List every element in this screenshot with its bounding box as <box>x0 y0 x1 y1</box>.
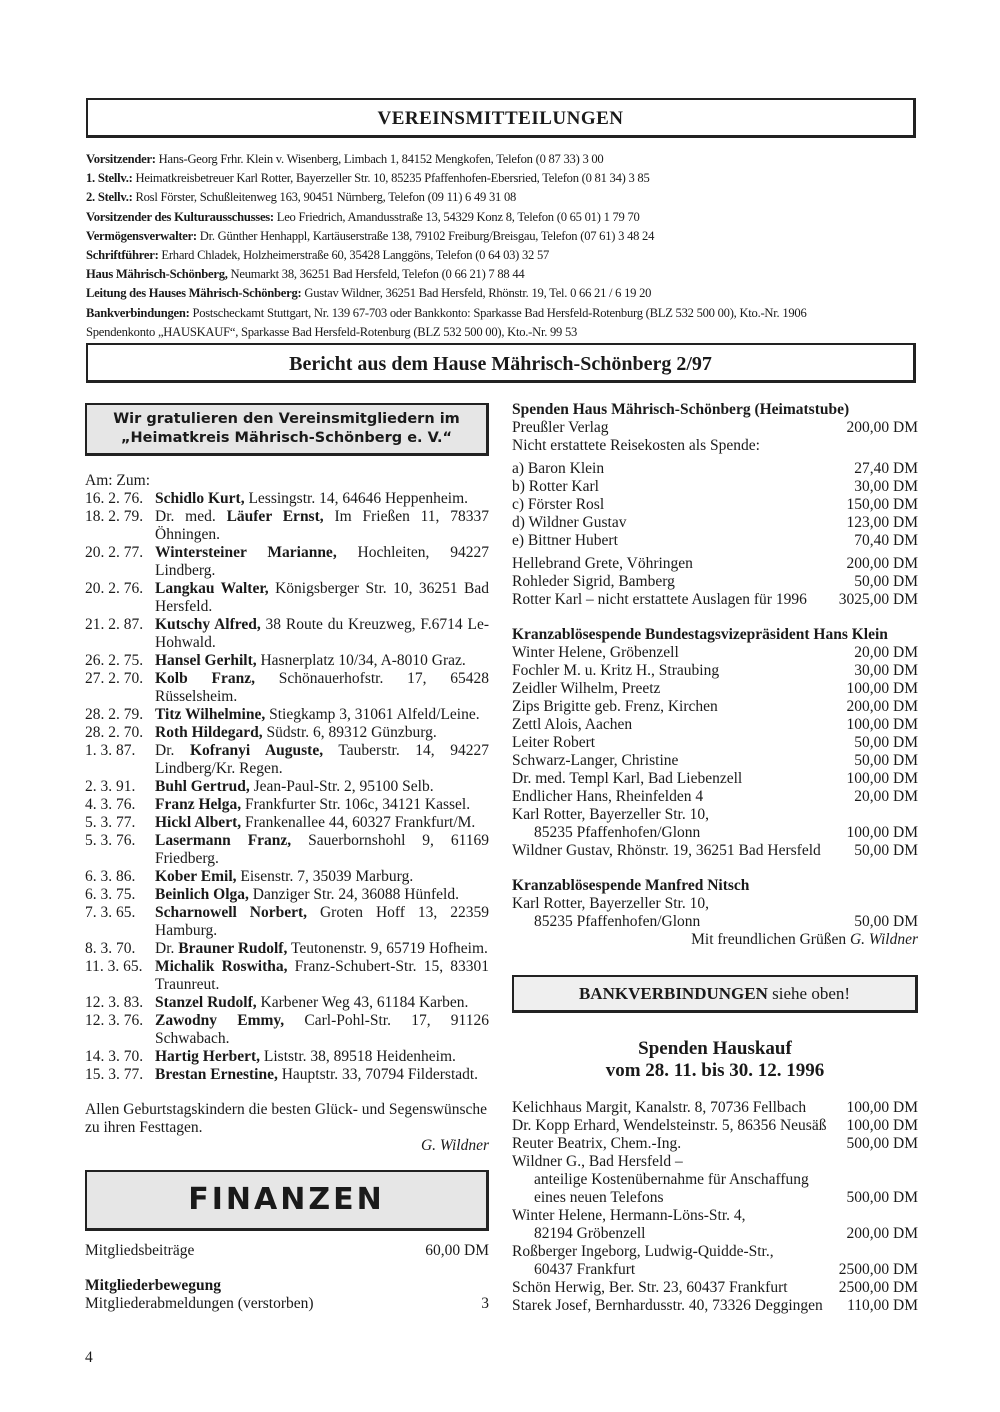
officer-line <box>86 208 926 227</box>
officer-text: Dr. Günther Henhappl, Kartäuserstraße 138, 79102 Freiburg/Breisgau, Telefon (07 61) 3 48 24 <box>196 228 655 243</box>
member-name: Brestan Ernestine, <box>155 1066 278 1083</box>
donation-amount: 200,00 DM <box>846 419 918 436</box>
donation-row <box>512 1189 918 1207</box>
donation-rows <box>512 1099 918 1315</box>
member-name: Hansel Gerhilt, <box>155 652 257 669</box>
officer-label: Vermögensverwalter: <box>86 228 197 243</box>
member-name: Läufer Ernst, <box>226 508 324 525</box>
donation-amount <box>912 1171 918 1189</box>
member-address: Eisenstr. 7, 35039 Marburg. <box>236 868 414 885</box>
greeting-line-2: „Heimatkreis Mährisch-Schönberg e. V.“ <box>120 430 452 446</box>
donation-rows <box>512 644 918 860</box>
left-column <box>85 472 489 1155</box>
donor-label: Karl Rotter, Bayerzeller Str. 10, <box>512 895 709 912</box>
member-name: Kober Emil, <box>155 868 237 885</box>
officer-label: Bankverbindungen: <box>86 305 190 320</box>
birthday-entry <box>85 724 489 742</box>
hauskauf-list <box>512 1099 918 1315</box>
row-label: Mitgliedsbeiträge <box>85 1242 195 1259</box>
member-address: Carl-Pohl-Str. 17, 91126 Schwabach. <box>155 1012 489 1047</box>
donation-row <box>512 478 918 496</box>
officer-line <box>86 284 926 303</box>
donation-row <box>512 1279 918 1297</box>
member-address: Südstr. 6, 89312 Günzburg. <box>262 724 437 741</box>
officer-line <box>86 188 926 207</box>
member-name: Kolb Franz, <box>155 670 255 687</box>
birthday-entry <box>85 994 489 1012</box>
donation-row <box>512 1297 918 1315</box>
donation-row <box>512 770 918 788</box>
donation-row <box>512 913 918 931</box>
member-name: Titz Wilhelmine, <box>155 706 266 723</box>
birthday-date: 12. 3. 83. <box>85 994 144 1011</box>
birthday-entry <box>85 1012 489 1048</box>
member-address: Frankenallee 44, 60327 Frankfurt/M. <box>241 814 476 831</box>
birthday-list <box>85 490 489 1084</box>
donor-label: Rotter Karl – nicht erstattete Auslagen für 1996 <box>512 591 807 608</box>
donor-label: Winter Helene, Hermann-Löns-Str. 4, <box>512 1207 746 1224</box>
name-prefix: Dr. <box>155 742 190 759</box>
name-prefix: Dr. <box>155 940 179 957</box>
birthday-date: 20. 2. 77. <box>85 544 144 561</box>
donation-row <box>512 1171 918 1189</box>
officer-label: 2. Stellv.: <box>86 190 133 205</box>
donation-row <box>512 895 918 913</box>
birthday-date: 12. 3. 76. <box>85 1012 144 1029</box>
birthday-entry <box>85 814 489 832</box>
member-name: Scharnowell Norbert, <box>155 904 308 921</box>
donor-label: Schwarz-Langer, Christine <box>512 752 679 769</box>
birthday-text <box>155 616 489 652</box>
donation-row <box>512 1243 918 1261</box>
officer-label: Vorsitzender: <box>86 152 156 166</box>
officer-text: Postscheckamt Stuttgart, Nr. 139 67-703 oder Bankkonto: Sparkasse Bad Hersfeld-Rotenburg (BLZ 532 500 00), Kto.-Nr. 1906 <box>189 305 807 320</box>
birthday-text <box>155 1066 489 1084</box>
officer-line <box>86 246 926 265</box>
birthday-entry <box>85 904 489 940</box>
member-address: Liststr. 38, 89518 Heidenheim. <box>260 1048 456 1065</box>
officer-label: Schriftführer: <box>86 248 159 263</box>
member-name: Langkau Walter, <box>155 580 269 597</box>
birthday-text <box>155 544 489 580</box>
donation-row <box>512 1207 918 1225</box>
officer-label: Haus Mährisch-Schönberg, <box>86 267 228 282</box>
birthday-entry <box>85 652 489 670</box>
birthday-entry <box>85 670 489 706</box>
bank-label: BANKVERBINDUNGEN <box>578 984 768 1003</box>
donor-label: Leiter Robert <box>512 734 596 751</box>
officer-line <box>86 265 926 284</box>
donation-row <box>512 514 918 532</box>
officer-line <box>86 227 926 246</box>
officer-label: 1. Stellv.: <box>86 171 133 186</box>
section-header-bericht: Bericht aus dem Hause Mährisch-Schönberg 2/97 <box>86 343 916 383</box>
birthday-text <box>155 490 489 508</box>
donor-label: Roßberger Ingeborg, Ludwig-Quidde-Str., <box>512 1243 774 1260</box>
donation-amount: 150,00 DM <box>846 496 918 513</box>
member-name: Franz Helga, <box>155 796 242 813</box>
officer-text: Spendenkonto „HAUSKAUF“, Sparkasse Bad Hersfeld-Rotenburg (BLZ 532 500 00), Kto.-Nr. 99 53 <box>86 324 578 339</box>
donation-row <box>512 437 918 455</box>
member-name: Kutschy Alfred, <box>155 616 261 633</box>
donor-label: 85235 Pfaffenhofen/Glonn <box>534 913 701 930</box>
donation-row <box>512 734 918 752</box>
birthday-entry <box>85 832 489 868</box>
donation-row <box>512 644 918 662</box>
donation-row <box>512 532 918 550</box>
bank-rest: siehe oben! <box>767 984 851 1003</box>
birthday-date: 6. 3. 75. <box>85 886 136 903</box>
donation-amount: 50,00 DM <box>854 573 918 590</box>
kranz-signature-line <box>512 931 918 949</box>
donation-amount <box>912 1207 918 1225</box>
greeting-box <box>85 403 489 456</box>
donation-row <box>512 806 918 824</box>
birthday-entry <box>85 868 489 886</box>
donor-label: d) Wildner Gustav <box>512 514 627 531</box>
right-column <box>512 401 918 949</box>
greeting-text: Mit freundlichen Grüßen <box>691 931 847 948</box>
finance-row <box>85 1295 489 1313</box>
donor-label: b) Rotter Karl <box>512 478 599 495</box>
hauskauf-title-line1: Spenden Hauskauf <box>638 1038 792 1059</box>
birthday-text <box>155 868 489 886</box>
donation-row <box>512 680 918 698</box>
donation-rows <box>512 460 918 550</box>
donor-label: a) Baron Klein <box>512 460 605 477</box>
birthday-date: 8. 3. 70. <box>85 940 136 957</box>
donation-amount: 110,00 DM <box>847 1297 918 1314</box>
donation-row <box>512 591 918 609</box>
donation-amount: 20,00 DM <box>854 788 918 805</box>
donation-amount: 50,00 DM <box>854 842 918 859</box>
birthday-date: 11. 3. 65. <box>85 958 143 975</box>
officer-line <box>86 150 926 169</box>
member-name: Lasermann Franz, <box>155 832 292 849</box>
member-address: 38 Route du Kreuzweg, F.6714 Le-Hohwald. <box>155 616 490 651</box>
finanzen-section <box>85 1242 489 1313</box>
donor-label: Dr. med. Templ Karl, Bad Liebenzell <box>512 770 743 787</box>
birthday-text <box>155 508 489 544</box>
birthday-text <box>155 742 489 778</box>
donation-amount: 50,00 DM <box>854 734 918 751</box>
donation-amount: 200,00 DM <box>846 698 918 715</box>
birthday-entry <box>85 796 489 814</box>
member-address: Hauptstr. 33, 70794 Filderstadt. <box>277 1066 479 1083</box>
donation-row <box>512 1153 918 1171</box>
donation-amount <box>912 437 918 455</box>
donor-label: Zettl Alois, Aachen <box>512 716 633 733</box>
officer-text: Hans-Georg Frhr. Klein v. Wisenberg, Limbach 1, 84152 Mengkofen, Telefon (0 87 33) 3 00 <box>155 152 604 166</box>
donation-amount: 100,00 DM <box>846 1099 918 1116</box>
member-address: Schönauerhofstr. 17, 65428 Rüsselsheim. <box>155 670 489 705</box>
member-address: Königsberger Str. 10, 36251 Bad Hersfeld. <box>155 580 489 615</box>
kranz-nitsch-heading: Kranzablösespende Manfred Nitsch <box>512 877 750 894</box>
member-address: Hochleiten, 94227 Lindberg. <box>155 544 489 579</box>
birthday-text <box>155 994 489 1012</box>
member-address: Groten Hoff 13, 22359 Hamburg. <box>155 904 490 939</box>
donor-label: Nicht erstattete Reisekosten als Spende: <box>512 437 760 454</box>
donor-label: Preußler Verlag <box>512 419 609 436</box>
page-number: 4 <box>85 1349 93 1366</box>
birthdays-header: Am: Zum: <box>85 472 151 489</box>
donation-row <box>512 460 918 478</box>
donation-amount: 30,00 DM <box>854 478 918 495</box>
birthday-text <box>155 814 489 832</box>
birthday-entry <box>85 544 489 580</box>
donation-amount: 2500,00 DM <box>838 1261 918 1278</box>
birthday-text <box>155 580 489 616</box>
birthday-text <box>155 886 489 904</box>
member-name: Michalik Roswitha, <box>155 958 288 975</box>
birthday-entry <box>85 1066 489 1084</box>
donation-row <box>512 555 918 573</box>
birthday-entry <box>85 940 489 958</box>
closing-text: Allen Geburtstagskindern die besten Glück- und Segenswünsche zu ihren Festtagen. <box>85 1101 488 1136</box>
row-value: 3 <box>481 1295 489 1312</box>
donation-amount <box>912 895 918 913</box>
officer-label: Vorsitzender des Kulturausschusses: <box>86 209 274 224</box>
donation-amount: 100,00 DM <box>846 716 918 733</box>
donation-amount <box>912 806 918 824</box>
member-address: Karbener Weg 43, 61184 Karben. <box>256 994 469 1011</box>
donor-label: Endlicher Hans, Rheinfelden 4 <box>512 788 704 805</box>
birthday-date: 18. 2. 79. <box>85 508 144 525</box>
donation-amount: 70,40 DM <box>854 532 918 549</box>
member-name: Wintersteiner Marianne, <box>155 544 337 561</box>
donation-row <box>512 716 918 734</box>
donor-label: Kelichhaus Margit, Kanalstr. 8, 70736 Fellbach <box>512 1099 807 1116</box>
birthday-entry <box>85 616 489 652</box>
member-address: Frankfurter Str. 106c, 34121 Kassel. <box>241 796 471 813</box>
officer-text: Erhard Chladek, Holzheimerstraße 60, 35428 Langgöns, Telefon (0 64 03) 32 57 <box>158 248 550 263</box>
donor-label: Zeidler Wilhelm, Preetz <box>512 680 661 697</box>
birthday-date: 28. 2. 70. <box>85 724 144 741</box>
donor-label: Schön Herwig, Ber. Str. 23, 60437 Frankfurt <box>512 1279 788 1296</box>
birthday-date: 28. 2. 79. <box>85 706 144 723</box>
member-name: Roth Hildegard, <box>155 724 263 741</box>
donation-row <box>512 1135 918 1153</box>
member-name: Schidlo Kurt, <box>155 490 245 507</box>
birthday-text <box>155 670 489 706</box>
donation-amount: 100,00 DM <box>846 1117 918 1134</box>
member-address: Tauberstr. 14, 94227 Lindberg/Kr. Regen. <box>155 742 489 777</box>
officer-line <box>86 304 926 323</box>
donation-row <box>512 573 918 591</box>
donor-label: Winter Helene, Gröbenzell <box>512 644 679 661</box>
donation-row <box>512 419 918 437</box>
donor-label: 85235 Pfaffenhofen/Glonn <box>534 824 701 841</box>
donation-amount: 500,00 DM <box>846 1189 918 1206</box>
donation-amount: 27,40 DM <box>854 460 918 477</box>
member-address: Jean-Paul-Str. 2, 95100 Selb. <box>249 778 434 795</box>
birthday-entry <box>85 958 489 994</box>
birthday-text <box>155 796 489 814</box>
row-value: 60,00 DM <box>425 1242 489 1259</box>
officer-label: Leitung des Hauses Mährisch-Schönberg: <box>86 286 302 301</box>
birthday-text <box>155 778 489 796</box>
donation-rows <box>512 555 918 609</box>
donation-amount: 30,00 DM <box>854 662 918 679</box>
birthday-entry <box>85 1048 489 1066</box>
birthday-text <box>155 1012 489 1048</box>
member-address: Danziger Str. 24, 36088 Hünfeld. <box>248 886 459 903</box>
donor-label: Dr. Kopp Erhard, Wendelsteinstr. 5, 86356 Neusäß <box>512 1117 827 1134</box>
heimatstube-heading: Spenden Haus Mährisch-Schönberg (Heimatstube) <box>512 401 850 418</box>
donation-amount: 2500,00 DM <box>838 1279 918 1296</box>
donation-amount: 50,00 DM <box>854 752 918 769</box>
bank-reference-box <box>512 975 918 1013</box>
birthday-date: 20. 2. 76. <box>85 580 144 597</box>
donation-amount: 500,00 DM <box>846 1135 918 1152</box>
birthday-entry <box>85 742 489 778</box>
donation-rows <box>512 419 918 455</box>
greeting-line-1: Wir gratulieren den Vereinsmitgliedern im <box>113 411 460 427</box>
birthday-entry <box>85 490 489 508</box>
member-address: Im Frießen 11, 78337 Öhningen. <box>155 508 489 543</box>
birthday-date: 27. 2. 70. <box>85 670 144 687</box>
hauskauf-title <box>512 1038 918 1082</box>
birthday-entry <box>85 886 489 904</box>
member-name: Zawodny Emmy, <box>155 1012 285 1029</box>
donation-amount: 50,00 DM <box>854 913 918 930</box>
signature: G. Wildner <box>849 931 918 948</box>
donor-label: eines neuen Telefons <box>534 1189 664 1206</box>
donation-row <box>512 788 918 806</box>
birthday-text <box>155 832 489 868</box>
donor-label: 82194 Gröbenzell <box>534 1225 646 1242</box>
donation-amount: 3025,00 DM <box>838 591 918 608</box>
donor-label: Rohleder Sigrid, Bamberg <box>512 573 675 590</box>
birthday-date: 14. 3. 70. <box>85 1048 144 1065</box>
member-name: Buhl Gertrud, <box>155 778 250 795</box>
officer-text: Neumarkt 38, 36251 Bad Hersfeld, Telefon (0 66 21) 7 88 44 <box>227 267 525 282</box>
donor-label: Reuter Beatrix, Chem.-Ing. <box>512 1135 682 1152</box>
birthday-date: 1. 3. 87. <box>85 742 136 759</box>
member-name: Brauner Rudolf, <box>178 940 288 957</box>
birthday-text <box>155 724 489 742</box>
birthday-date: 15. 3. 77. <box>85 1066 144 1083</box>
finance-row <box>85 1242 489 1260</box>
kranz-klein-heading: Kranzablösespende Bundestagsvizepräsident Hans Klein <box>512 626 888 643</box>
birthday-date: 21. 2. 87. <box>85 616 144 633</box>
officers-list <box>86 150 926 342</box>
donation-amount: 200,00 DM <box>846 1225 918 1242</box>
donor-label: Wildner Gustav, Rhönstr. 19, 36251 Bad Hersfeld <box>512 842 821 859</box>
member-name: Hartig Herbert, <box>155 1048 261 1065</box>
section-header-vereinsmitteilungen: VEREINSMITTEILUNGEN <box>86 98 916 138</box>
birthday-date: 7. 3. 65. <box>85 904 136 921</box>
member-address: Franz-Schubert-Str. 15, 83301 Traunreut. <box>155 958 489 993</box>
donation-row <box>512 662 918 680</box>
officer-text: Heimatkreisbetreuer Karl Rotter, Bayerzeller Str. 10, 85235 Pfaffenhofen-Ebersried, Telefon (0 81 34) 3 85 <box>132 171 650 186</box>
officer-text: Leo Friedrich, Amandusstraße 13, 54329 Konz 8, Telefon (0 65 01) 1 79 70 <box>273 209 640 224</box>
donor-label: Karl Rotter, Bayerzeller Str. 10, <box>512 806 709 823</box>
officer-line <box>86 169 926 188</box>
donation-amount: 20,00 DM <box>854 644 918 661</box>
birthday-text <box>155 958 489 994</box>
donation-row <box>512 1099 918 1117</box>
donation-amount: 200,00 DM <box>846 555 918 572</box>
birthday-date: 2. 3. 91. <box>85 778 136 795</box>
member-name: Beinlich Olga, <box>155 886 249 903</box>
member-address: Sauerbornshohl 9, 61169 Friedberg. <box>155 832 489 867</box>
name-prefix: Dr. med. <box>155 508 227 525</box>
donation-row <box>512 1261 918 1279</box>
donation-amount: 100,00 DM <box>846 824 918 841</box>
birthday-date: 4. 3. 76. <box>85 796 136 813</box>
donation-amount: 123,00 DM <box>846 514 918 531</box>
donation-row <box>512 842 918 860</box>
donor-label: Fochler M. u. Kritz H., Straubing <box>512 662 720 679</box>
finanzen-box: FINANZEN <box>85 1170 489 1231</box>
donation-row <box>512 1117 918 1135</box>
birthday-date: 26. 2. 75. <box>85 652 144 669</box>
member-address: Lessingstr. 14, 64646 Heppenheim. <box>244 490 469 507</box>
member-name: Stanzel Rudolf, <box>155 994 257 1011</box>
donation-row <box>512 698 918 716</box>
birthday-date: 16. 2. 76. <box>85 490 144 507</box>
donation-amount <box>912 1243 918 1261</box>
closing-signature: G. Wildner <box>420 1137 489 1154</box>
birthday-entry <box>85 580 489 616</box>
donation-row <box>512 496 918 514</box>
birthday-text <box>155 706 489 724</box>
member-address: Hasnerplatz 10/34, A-8010 Graz. <box>256 652 466 669</box>
birthday-text <box>155 652 489 670</box>
donor-label: Hellebrand Grete, Vöhringen <box>512 555 693 572</box>
donation-row <box>512 824 918 842</box>
birthday-entry <box>85 778 489 796</box>
donation-rows <box>512 895 918 931</box>
member-address: Stiegkamp 3, 31061 Alfeld/Leine. <box>265 706 480 723</box>
officer-text: Gustav Wildner, 36251 Bad Hersfeld, Rhönstr. 19, Tel. 0 66 21 / 6 19 20 <box>301 286 652 301</box>
donation-row <box>512 752 918 770</box>
donation-amount: 100,00 DM <box>846 770 918 787</box>
donor-label: Starek Josef, Bernhardusstr. 40, 73326 Deggingen <box>512 1297 823 1314</box>
birthday-date: 6. 3. 86. <box>85 868 136 885</box>
birthday-date: 5. 3. 76. <box>85 832 136 849</box>
birthday-text <box>155 1048 489 1066</box>
donor-label: anteilige Kostenübernahme für Anschaffung <box>534 1171 809 1188</box>
hauskauf-title-line2: vom 28. 11. bis 30. 12. 1996 <box>605 1060 825 1081</box>
officer-line <box>86 323 926 342</box>
birthday-text <box>155 904 489 940</box>
donor-label: Zips Brigitte geb. Frenz, Kirchen <box>512 698 718 715</box>
officer-text: Rosl Förster, Schußleitenweg 163, 90451 Nürnberg, Telefon (09 11) 6 49 31 08 <box>132 190 517 205</box>
donor-label: Wildner G., Bad Hersfeld – <box>512 1153 683 1170</box>
birthday-text <box>155 940 489 958</box>
mitgliederbewegung-heading: Mitgliederbewegung <box>85 1277 222 1294</box>
donor-label: 60437 Frankfurt <box>534 1261 636 1278</box>
birthday-entry <box>85 508 489 544</box>
donation-row <box>512 1225 918 1243</box>
donation-amount: 100,00 DM <box>846 680 918 697</box>
member-name: Hickl Albert, <box>155 814 242 831</box>
donation-amount <box>912 1153 918 1171</box>
member-name: Kofranyi Auguste, <box>189 742 324 759</box>
donor-label: c) Förster Rosl <box>512 496 605 513</box>
birthday-date: 5. 3. 77. <box>85 814 136 831</box>
row-label: Mitgliederabmeldungen (verstorben) <box>85 1295 314 1312</box>
birthday-entry <box>85 706 489 724</box>
member-address: Teutonenstr. 9, 65719 Hofheim. <box>287 940 488 957</box>
donor-label: e) Bittner Hubert <box>512 532 618 549</box>
